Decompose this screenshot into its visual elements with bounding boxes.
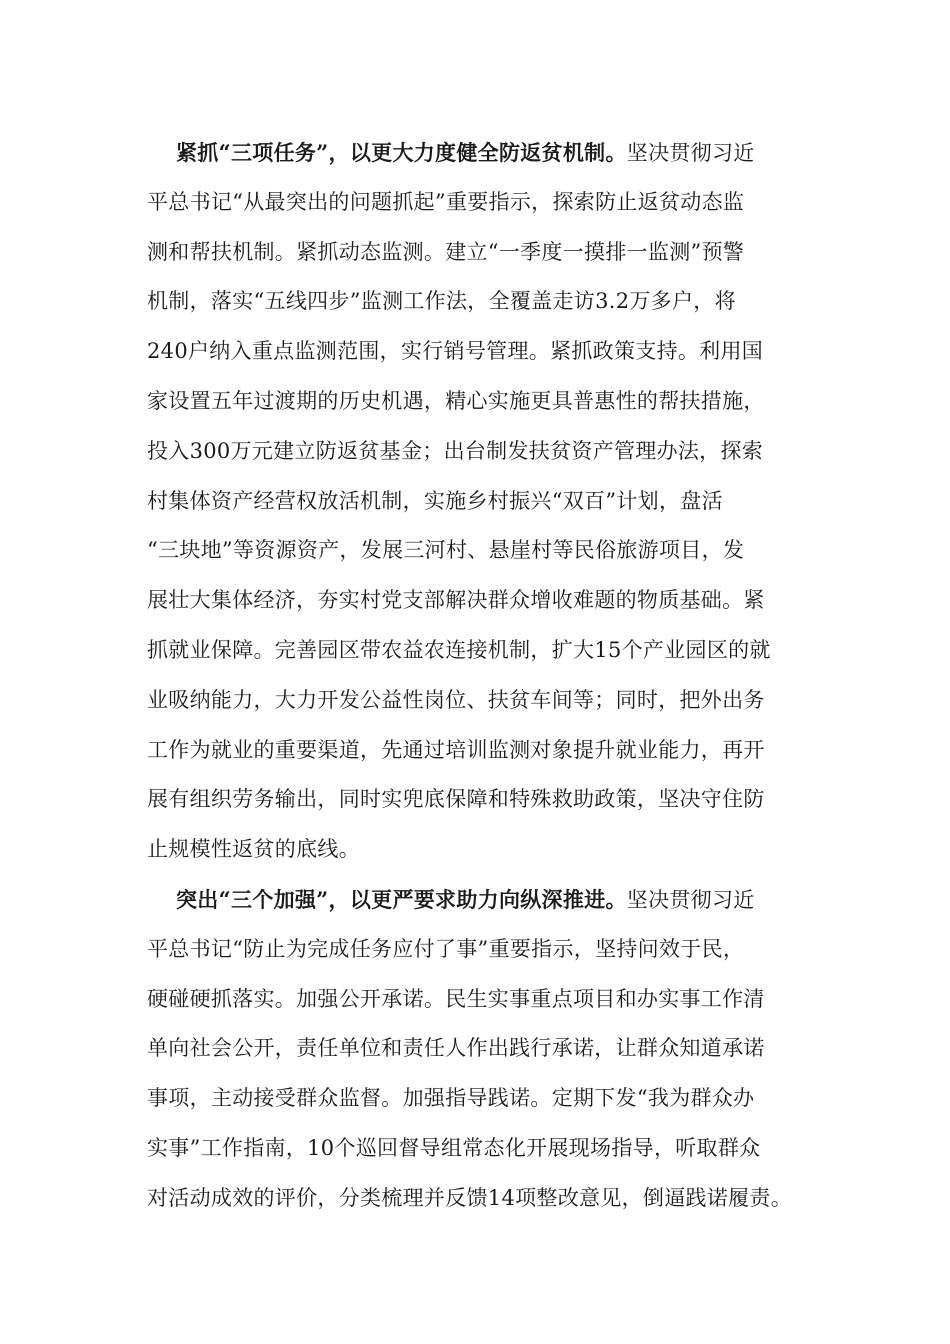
paragraph-line: 实事”工作指南，10个巡回督导组常态化开展现场指导，听取群众 [147,1135,761,1160]
paragraph-line: “三块地”等资源资产，发展三河村、悬崖村等民俗旅游项目，发 [147,538,745,563]
paragraph-line: 事项，主动接受群众监督。加强指导践诺。定期下发“我为群众办 [147,1086,755,1111]
paragraph-line: 工作为就业的重要渠道，先通过培训监测对象提升就业能力，再开 [147,737,765,762]
paragraph-line: 机制，落实“五线四步”监测工作法，全覆盖走访3.2万多户，将 [147,289,736,314]
paragraph-line: 投入300万元建立防返贫基金；出台制发扶贫资产管理办法，探索 [147,438,764,463]
paragraph-line: 平总书记“从最突出的问题抓起”重要指示，探索防止返贫动态监 [147,189,745,214]
paragraph-line: 240户纳入重点监测范围，实行销号管理。紧抓政策支持。利用国 [147,339,764,364]
paragraph-line: 单向社会公开，责任单位和责任人作出践行承诺，让群众知道承诺 [147,1036,765,1061]
paragraph-anti-poverty-relapse [147,128,827,875]
paragraph-lead-heading: 紧抓“三项任务”，以更大力度健全防返贫机制。 [176,140,627,165]
paragraph-first-line [147,128,827,178]
paragraph-line: 坚决贯彻习近 [626,888,755,912]
paragraph-line: 平总书记“防止为完成任务应付了事”重要指示，坚持问效于民， [147,936,745,961]
paragraph-line: 对活动成效的评价，分类梳理并反馈14项整改意见，倒逼践诺履责。 [147,1185,793,1210]
paragraph-line: 展壮大集体经济，夯实村党支部解决群众增收难题的物质基础。紧 [147,588,765,613]
paragraph-line: 测和帮扶机制。紧抓动态监测。建立“一季度一摸排一监测”预警 [147,239,745,264]
paragraph-line: 坚决贯彻习近 [626,141,755,165]
paragraph-line: 止规模性返贫的底线。 [147,837,360,862]
paragraph-line: 展有组织劳务输出，同时实兜底保障和特殊救助政策，坚决守住防 [147,787,765,812]
paragraph-line: 村集体资产经营权放活机制，实施乡村振兴“双百”计划，盘活 [147,488,723,513]
paragraph-first-line [147,875,827,925]
paragraph-line: 业吸纳能力，大力开发公益性岗位、扶贫车间等；同时，把外出务 [147,687,765,712]
paragraph-lead-heading: 突出“三个加强”，以更严要求助力向纵深推进。 [176,887,627,912]
paragraph-line: 抓就业保障。完善园区带农益农连接机制，扩大15个产业园区的就 [147,637,771,662]
paragraph-three-strengthenings [147,875,827,1224]
paragraph-line: 家设置五年过渡期的历史机遇，精心实施更具普惠性的帮扶措施， [147,388,765,413]
paragraph-line: 硬碰硬抓落实。加强公开承诺。民生实事重点项目和办实事工作清 [147,986,765,1011]
